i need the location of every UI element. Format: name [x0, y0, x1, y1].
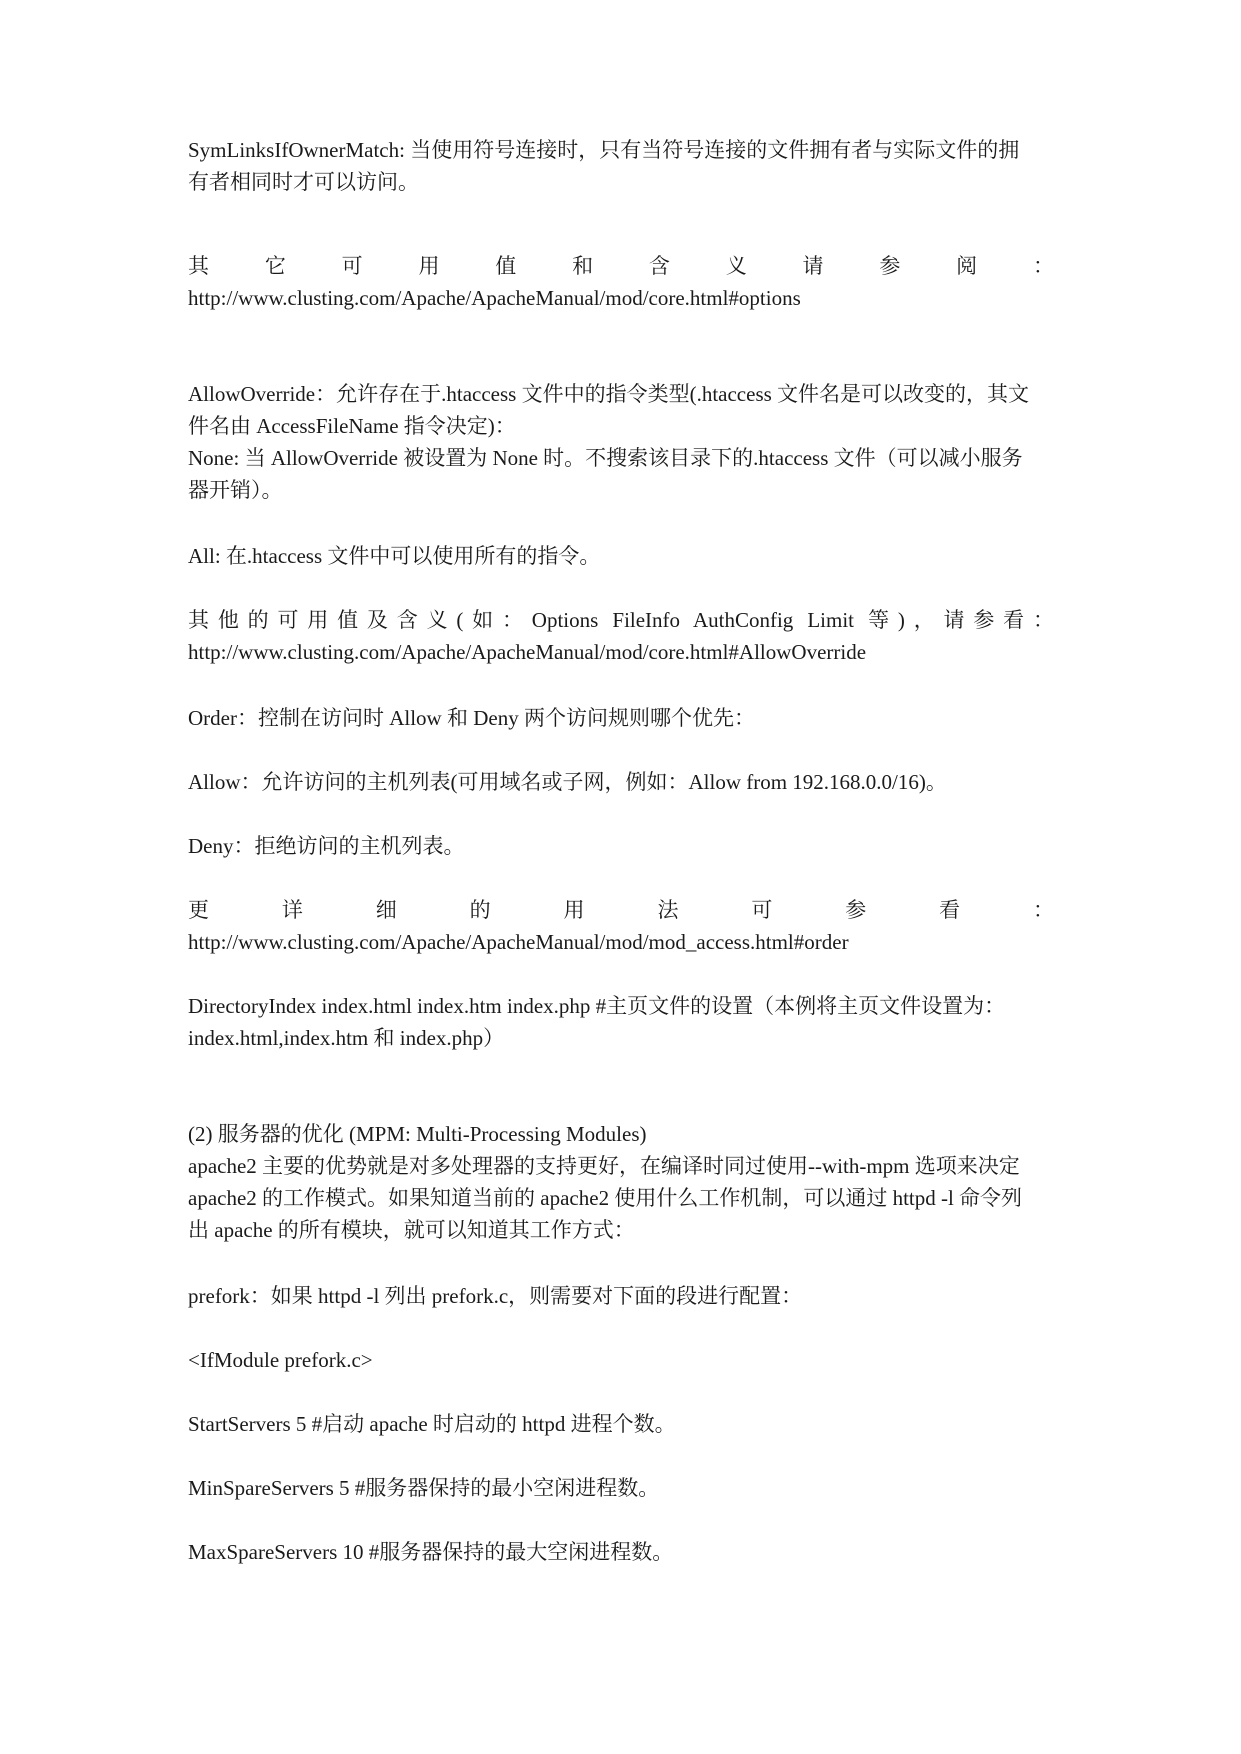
paragraph-all	[188, 540, 1054, 572]
url-mod-access: http://www.clusting.com/Apache/ApacheManual/mod/mod_access.html#order	[188, 930, 849, 954]
code-line: MinSpareServers 5 #服务器保持的最小空闲进程数。	[188, 1476, 660, 1500]
paragraph-options-reference	[188, 250, 1054, 314]
paragraph-prefork	[188, 1280, 1054, 1312]
text-line: 件名由 AccessFileName 指令决定)：	[188, 414, 516, 438]
url-allowoverride: http://www.clusting.com/Apache/ApacheManual/mod/core.html#AllowOverride	[188, 640, 867, 664]
text-line: AllowOverride：允许存在于.htaccess 文件中的指令类型(.htaccess 文件名是可以改变的，其文	[188, 382, 1030, 406]
text-line: 其 它 可 用 值 和 含 义 请 参 阅 ：	[188, 254, 1054, 278]
paragraph-directoryindex	[188, 990, 1054, 1054]
paragraph-minspareservers	[188, 1472, 1054, 1504]
text-line: All: 在.htaccess 文件中可以使用所有的指令。	[188, 544, 601, 568]
text-line: apache2 主要的优势就是对多处理器的支持更好，在编译时同过使用--with-mpm 选项来决定	[188, 1154, 1020, 1178]
text-line: apache2 的工作模式。如果知道当前的 apache2 使用什么工作机制，可以通过 httpd -l 命令列	[188, 1186, 1023, 1210]
text-line: 出 apache 的所有模块，就可以知道其工作方式：	[188, 1218, 635, 1242]
paragraph-startservers	[188, 1408, 1054, 1440]
paragraph-order-reference	[188, 894, 1054, 958]
text-line: prefork：如果 httpd -l 列出 prefork.c，则需要对下面的段进行配置：	[188, 1284, 803, 1308]
paragraph-symlinks	[188, 134, 1054, 198]
text-line: index.html,index.htm 和 index.php）	[188, 1026, 505, 1050]
text-line: 有者相同时才可以访问。	[188, 170, 419, 194]
code-line: MaxSpareServers 10 #服务器保持的最大空闲进程数。	[188, 1540, 674, 1564]
text-line: Allow：允许访问的主机列表(可用域名或子网，例如：Allow from 192.168.0.0/16)。	[188, 770, 947, 794]
text-line: Order：控制在访问时 Allow 和 Deny 两个访问规则哪个优先：	[188, 706, 755, 730]
text-line: DirectoryIndex index.html index.htm index.php #主页文件的设置（本例将主页文件设置为：	[188, 994, 1006, 1018]
text-line: None: 当 AllowOverride 被设置为 None 时。不搜索该目录下的.htaccess 文件（可以减小服务	[188, 446, 1023, 470]
text-line: 器开销）。	[188, 478, 283, 502]
paragraph-ifmodule	[188, 1344, 1054, 1376]
code-line: StartServers 5 #启动 apache 时启动的 httpd 进程个数。	[188, 1412, 676, 1436]
text-line: 更 详 细 的 用 法 可 参 看 ：	[188, 898, 1054, 922]
text-line: SymLinksIfOwnerMatch: 当使用符号连接时，只有当符号连接的文件拥有者与实际文件的拥	[188, 138, 1020, 162]
paragraph-allowoverride	[188, 378, 1054, 506]
section-heading: (2) 服务器的优化 (MPM: Multi-Processing Modules)	[188, 1122, 647, 1146]
paragraph-order	[188, 702, 1054, 734]
url-options: http://www.clusting.com/Apache/ApacheManual/mod/core.html#options	[188, 286, 801, 310]
code-line: <IfModule prefork.c>	[188, 1348, 373, 1372]
paragraph-maxspareservers	[188, 1536, 1054, 1568]
paragraph-allowoverride-reference	[188, 604, 1054, 668]
text-line: Deny：拒绝访问的主机列表。	[188, 834, 465, 858]
paragraph-allow	[188, 766, 1054, 798]
paragraph-mpm	[188, 1118, 1054, 1246]
paragraph-deny	[188, 830, 1054, 862]
text-line: 其他的可用值及含义(如：Options FileInfo AuthConfig Limit 等)，请参看：	[188, 608, 1054, 632]
